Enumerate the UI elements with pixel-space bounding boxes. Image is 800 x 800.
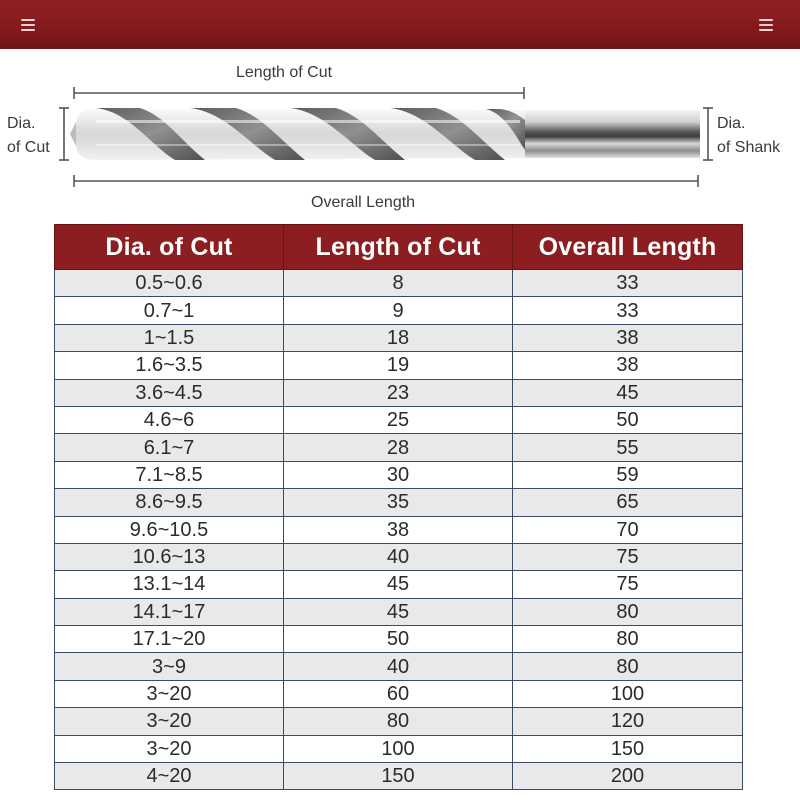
dia-of-cut-bracket bbox=[59, 108, 69, 160]
table-row bbox=[55, 626, 743, 653]
cell-dia-of-cut: 14.1~17 bbox=[55, 598, 284, 625]
cell-length-of-cut: 40 bbox=[284, 543, 513, 570]
table-row bbox=[55, 406, 743, 433]
drill-size-table bbox=[54, 224, 743, 790]
table-row bbox=[55, 297, 743, 324]
cell-length-of-cut: 9 bbox=[284, 297, 513, 324]
cell-overall-length: 45 bbox=[513, 379, 743, 406]
cell-overall-length: 75 bbox=[513, 543, 743, 570]
cell-dia-of-cut: 3~20 bbox=[55, 735, 284, 762]
cell-length-of-cut: 100 bbox=[284, 735, 513, 762]
cell-overall-length: 50 bbox=[513, 406, 743, 433]
cell-dia-of-cut: 8.6~9.5 bbox=[55, 489, 284, 516]
cell-length-of-cut: 80 bbox=[284, 708, 513, 735]
table-row bbox=[55, 571, 743, 598]
cell-length-of-cut: 35 bbox=[284, 489, 513, 516]
length-of-cut-dimension-line bbox=[74, 87, 524, 99]
table-row bbox=[55, 516, 743, 543]
cell-dia-of-cut: 0.5~0.6 bbox=[55, 270, 284, 297]
cell-length-of-cut: 30 bbox=[284, 461, 513, 488]
table-row bbox=[55, 598, 743, 625]
cell-length-of-cut: 150 bbox=[284, 763, 513, 790]
cell-length-of-cut: 60 bbox=[284, 680, 513, 707]
cell-dia-of-cut: 17.1~20 bbox=[55, 626, 284, 653]
table-row bbox=[55, 461, 743, 488]
cell-dia-of-cut: 0.7~1 bbox=[55, 297, 284, 324]
table-row bbox=[55, 489, 743, 516]
table-row bbox=[55, 352, 743, 379]
dia-of-shank-label: Dia. of Shank bbox=[717, 115, 781, 156]
cell-length-of-cut: 8 bbox=[284, 270, 513, 297]
cell-length-of-cut: 45 bbox=[284, 571, 513, 598]
cell-length-of-cut: 25 bbox=[284, 406, 513, 433]
table-row bbox=[55, 653, 743, 680]
table-row bbox=[55, 708, 743, 735]
cell-dia-of-cut: 1~1.5 bbox=[55, 324, 284, 351]
cell-length-of-cut: 19 bbox=[284, 352, 513, 379]
table-row bbox=[55, 680, 743, 707]
cell-overall-length: 33 bbox=[513, 270, 743, 297]
dia-of-cut-label: Dia. of Cut bbox=[7, 115, 50, 156]
cell-dia-of-cut: 3~20 bbox=[55, 708, 284, 735]
column-header-overall-length: Overall Length bbox=[513, 225, 743, 270]
cell-overall-length: 59 bbox=[513, 461, 743, 488]
cell-dia-of-cut: 4~20 bbox=[55, 763, 284, 790]
drill-shank bbox=[520, 110, 700, 158]
cell-dia-of-cut: 7.1~8.5 bbox=[55, 461, 284, 488]
overall-length-label: Overall Length bbox=[311, 194, 416, 211]
length-of-cut-label: Length of Cut bbox=[236, 64, 333, 81]
table-header-row bbox=[55, 225, 743, 270]
top-header-bar bbox=[0, 0, 800, 49]
cell-length-of-cut: 23 bbox=[284, 379, 513, 406]
dia-of-shank-bracket bbox=[703, 108, 713, 160]
table-row bbox=[55, 324, 743, 351]
cell-length-of-cut: 40 bbox=[284, 653, 513, 680]
cell-overall-length: 150 bbox=[513, 735, 743, 762]
table-body bbox=[55, 270, 743, 790]
cell-overall-length: 70 bbox=[513, 516, 743, 543]
cell-overall-length: 38 bbox=[513, 352, 743, 379]
cell-overall-length: 33 bbox=[513, 297, 743, 324]
cell-dia-of-cut: 3.6~4.5 bbox=[55, 379, 284, 406]
column-header-length-of-cut: Length of Cut bbox=[284, 225, 513, 270]
cell-overall-length: 80 bbox=[513, 653, 743, 680]
table-row bbox=[55, 270, 743, 297]
column-header-dia-of-cut: Dia. of Cut bbox=[55, 225, 284, 270]
cell-overall-length: 65 bbox=[513, 489, 743, 516]
cell-dia-of-cut: 13.1~14 bbox=[55, 571, 284, 598]
table-row bbox=[55, 543, 743, 570]
table-row bbox=[55, 434, 743, 461]
cell-length-of-cut: 38 bbox=[284, 516, 513, 543]
table-row bbox=[55, 379, 743, 406]
cell-dia-of-cut: 9.6~10.5 bbox=[55, 516, 284, 543]
cell-overall-length: 75 bbox=[513, 571, 743, 598]
cell-overall-length: 200 bbox=[513, 763, 743, 790]
cell-dia-of-cut: 6.1~7 bbox=[55, 434, 284, 461]
cell-overall-length: 80 bbox=[513, 626, 743, 653]
overall-length-dimension-line bbox=[74, 175, 698, 187]
cell-length-of-cut: 28 bbox=[284, 434, 513, 461]
cell-length-of-cut: 45 bbox=[284, 598, 513, 625]
cell-overall-length: 38 bbox=[513, 324, 743, 351]
cell-overall-length: 100 bbox=[513, 680, 743, 707]
cell-overall-length: 55 bbox=[513, 434, 743, 461]
cell-dia-of-cut: 3~20 bbox=[55, 680, 284, 707]
cell-dia-of-cut: 4.6~6 bbox=[55, 406, 284, 433]
cell-length-of-cut: 18 bbox=[284, 324, 513, 351]
cell-overall-length: 80 bbox=[513, 598, 743, 625]
drill-bit-diagram bbox=[0, 50, 800, 220]
table-row bbox=[55, 735, 743, 762]
cell-dia-of-cut: 1.6~3.5 bbox=[55, 352, 284, 379]
cell-dia-of-cut: 3~9 bbox=[55, 653, 284, 680]
cell-overall-length: 120 bbox=[513, 708, 743, 735]
table-row bbox=[55, 763, 743, 790]
cell-length-of-cut: 50 bbox=[284, 626, 513, 653]
cell-dia-of-cut: 10.6~13 bbox=[55, 543, 284, 570]
hamburger-menu-icon[interactable] bbox=[755, 14, 777, 36]
hamburger-menu-icon[interactable] bbox=[17, 14, 39, 36]
